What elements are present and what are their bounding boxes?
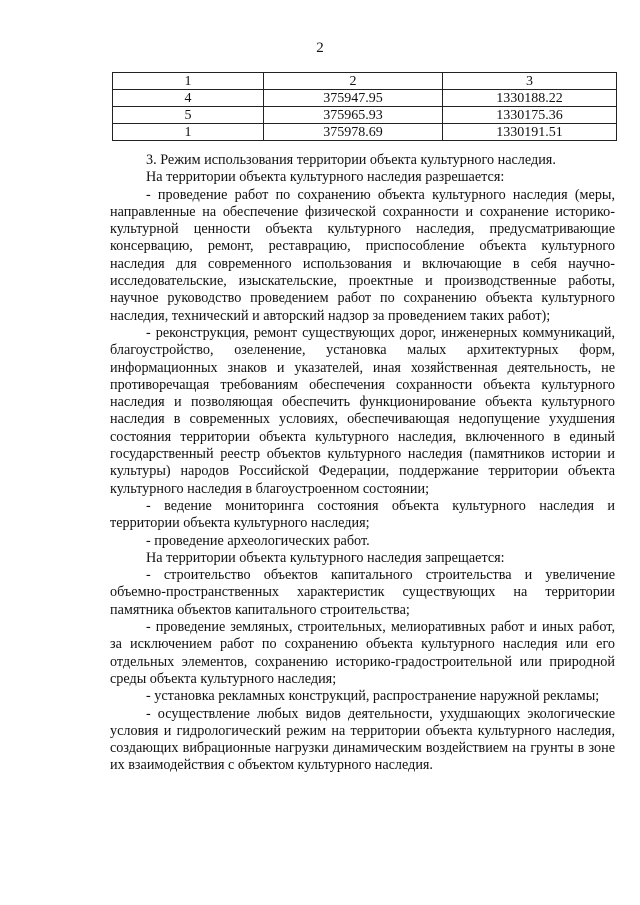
table-row xyxy=(113,124,617,141)
coordinates-table xyxy=(112,72,617,141)
page-number: 2 xyxy=(316,40,324,56)
table-cell: 4 xyxy=(113,90,264,107)
table-cell: 1330188.22 xyxy=(443,90,617,107)
list-item: - реконструкция, ремонт существующих дорог, инженерных коммуникаций, благоустройство, озеленение, установка малых архитектурных форм, информационных знаков и указателей, иная хозяйственная деятельность, не противоречащая требованиям обеспечения сохранности объекта культурного наследия и позволяющая обеспечить функционирование объекта культурного наследия в современных условиях, обеспечивающая недопущение ухудшения состояния территории объекта культурного наследия, включенного в единый государственный реестр объектов культурного наследия (памятников истории и культуры) народов Российской Федерации, поддержание территории объекта культурного наследия в благоустроенном состоянии; xyxy=(110,324,615,497)
list-item: - проведение работ по сохранению объекта культурного наследия (меры, направленные на обеспечение физической сохранности и сохранение историко-культурной ценности объекта культурного наследия, предусматривающие консервацию, ремонт, реставрацию, приспособление объекта культурного наследия для современного использования и включающие в себя научно-исследовательские, изыскательские, проектные и производственные работы, научное руководство проведением работ по сохранению объекта культурного наследия, технический и авторский надзор за проведением таких работ); xyxy=(110,186,615,324)
table-header-row xyxy=(113,73,617,90)
list-item: - строительство объектов капитального строительства и увеличение объемно-пространственных характеристик существующих на территории памятника объектов капитального строительства; xyxy=(110,567,615,618)
table-cell: 375965.93 xyxy=(264,107,443,124)
table-header-cell: 2 xyxy=(264,73,443,90)
list-item: - установка рекламных конструкций, распространение наружной рекламы; xyxy=(146,688,600,705)
section-heading: 3. Режим использования территории объекта культурного наследия. xyxy=(146,152,556,168)
table-header-cell: 1 xyxy=(113,73,264,90)
table-row xyxy=(113,90,617,107)
table-cell: 375978.69 xyxy=(264,124,443,141)
table-cell: 1330175.36 xyxy=(443,107,617,124)
list-item: - проведение земляных, строительных, мелиоративных работ и иных работ, за исключением работ по сохранению объекта культурного наследия или его отдельных элементов, сохранению историко-градостроительной или природной среды объекта культурного наследия; xyxy=(110,619,615,687)
table-cell: 5 xyxy=(113,107,264,124)
list-item: - проведение археологических работ. xyxy=(146,532,370,549)
table-cell: 375947.95 xyxy=(264,90,443,107)
paragraph: На территории объекта культурного наследия запрещается: xyxy=(146,549,505,566)
document-body xyxy=(110,152,615,775)
table-row xyxy=(113,107,617,124)
table-header-cell: 3 xyxy=(443,73,617,90)
list-item: - осуществление любых видов деятельности, ухудшающих экологические условия и гидрологический режим на территории объекта культурного наследия, создающих вибрационные нагрузки динамическим воздействием на грунты в зоне их взаимодействия с объектом культурного наследия. xyxy=(110,705,615,774)
list-item: - ведение мониторинга состояния объекта культурного наследия и территории объекта культурного наследия; xyxy=(110,497,615,532)
table-cell: 1 xyxy=(113,124,264,141)
paragraph: На территории объекта культурного наследия разрешается: xyxy=(146,169,505,186)
table-cell: 1330191.51 xyxy=(443,124,617,141)
